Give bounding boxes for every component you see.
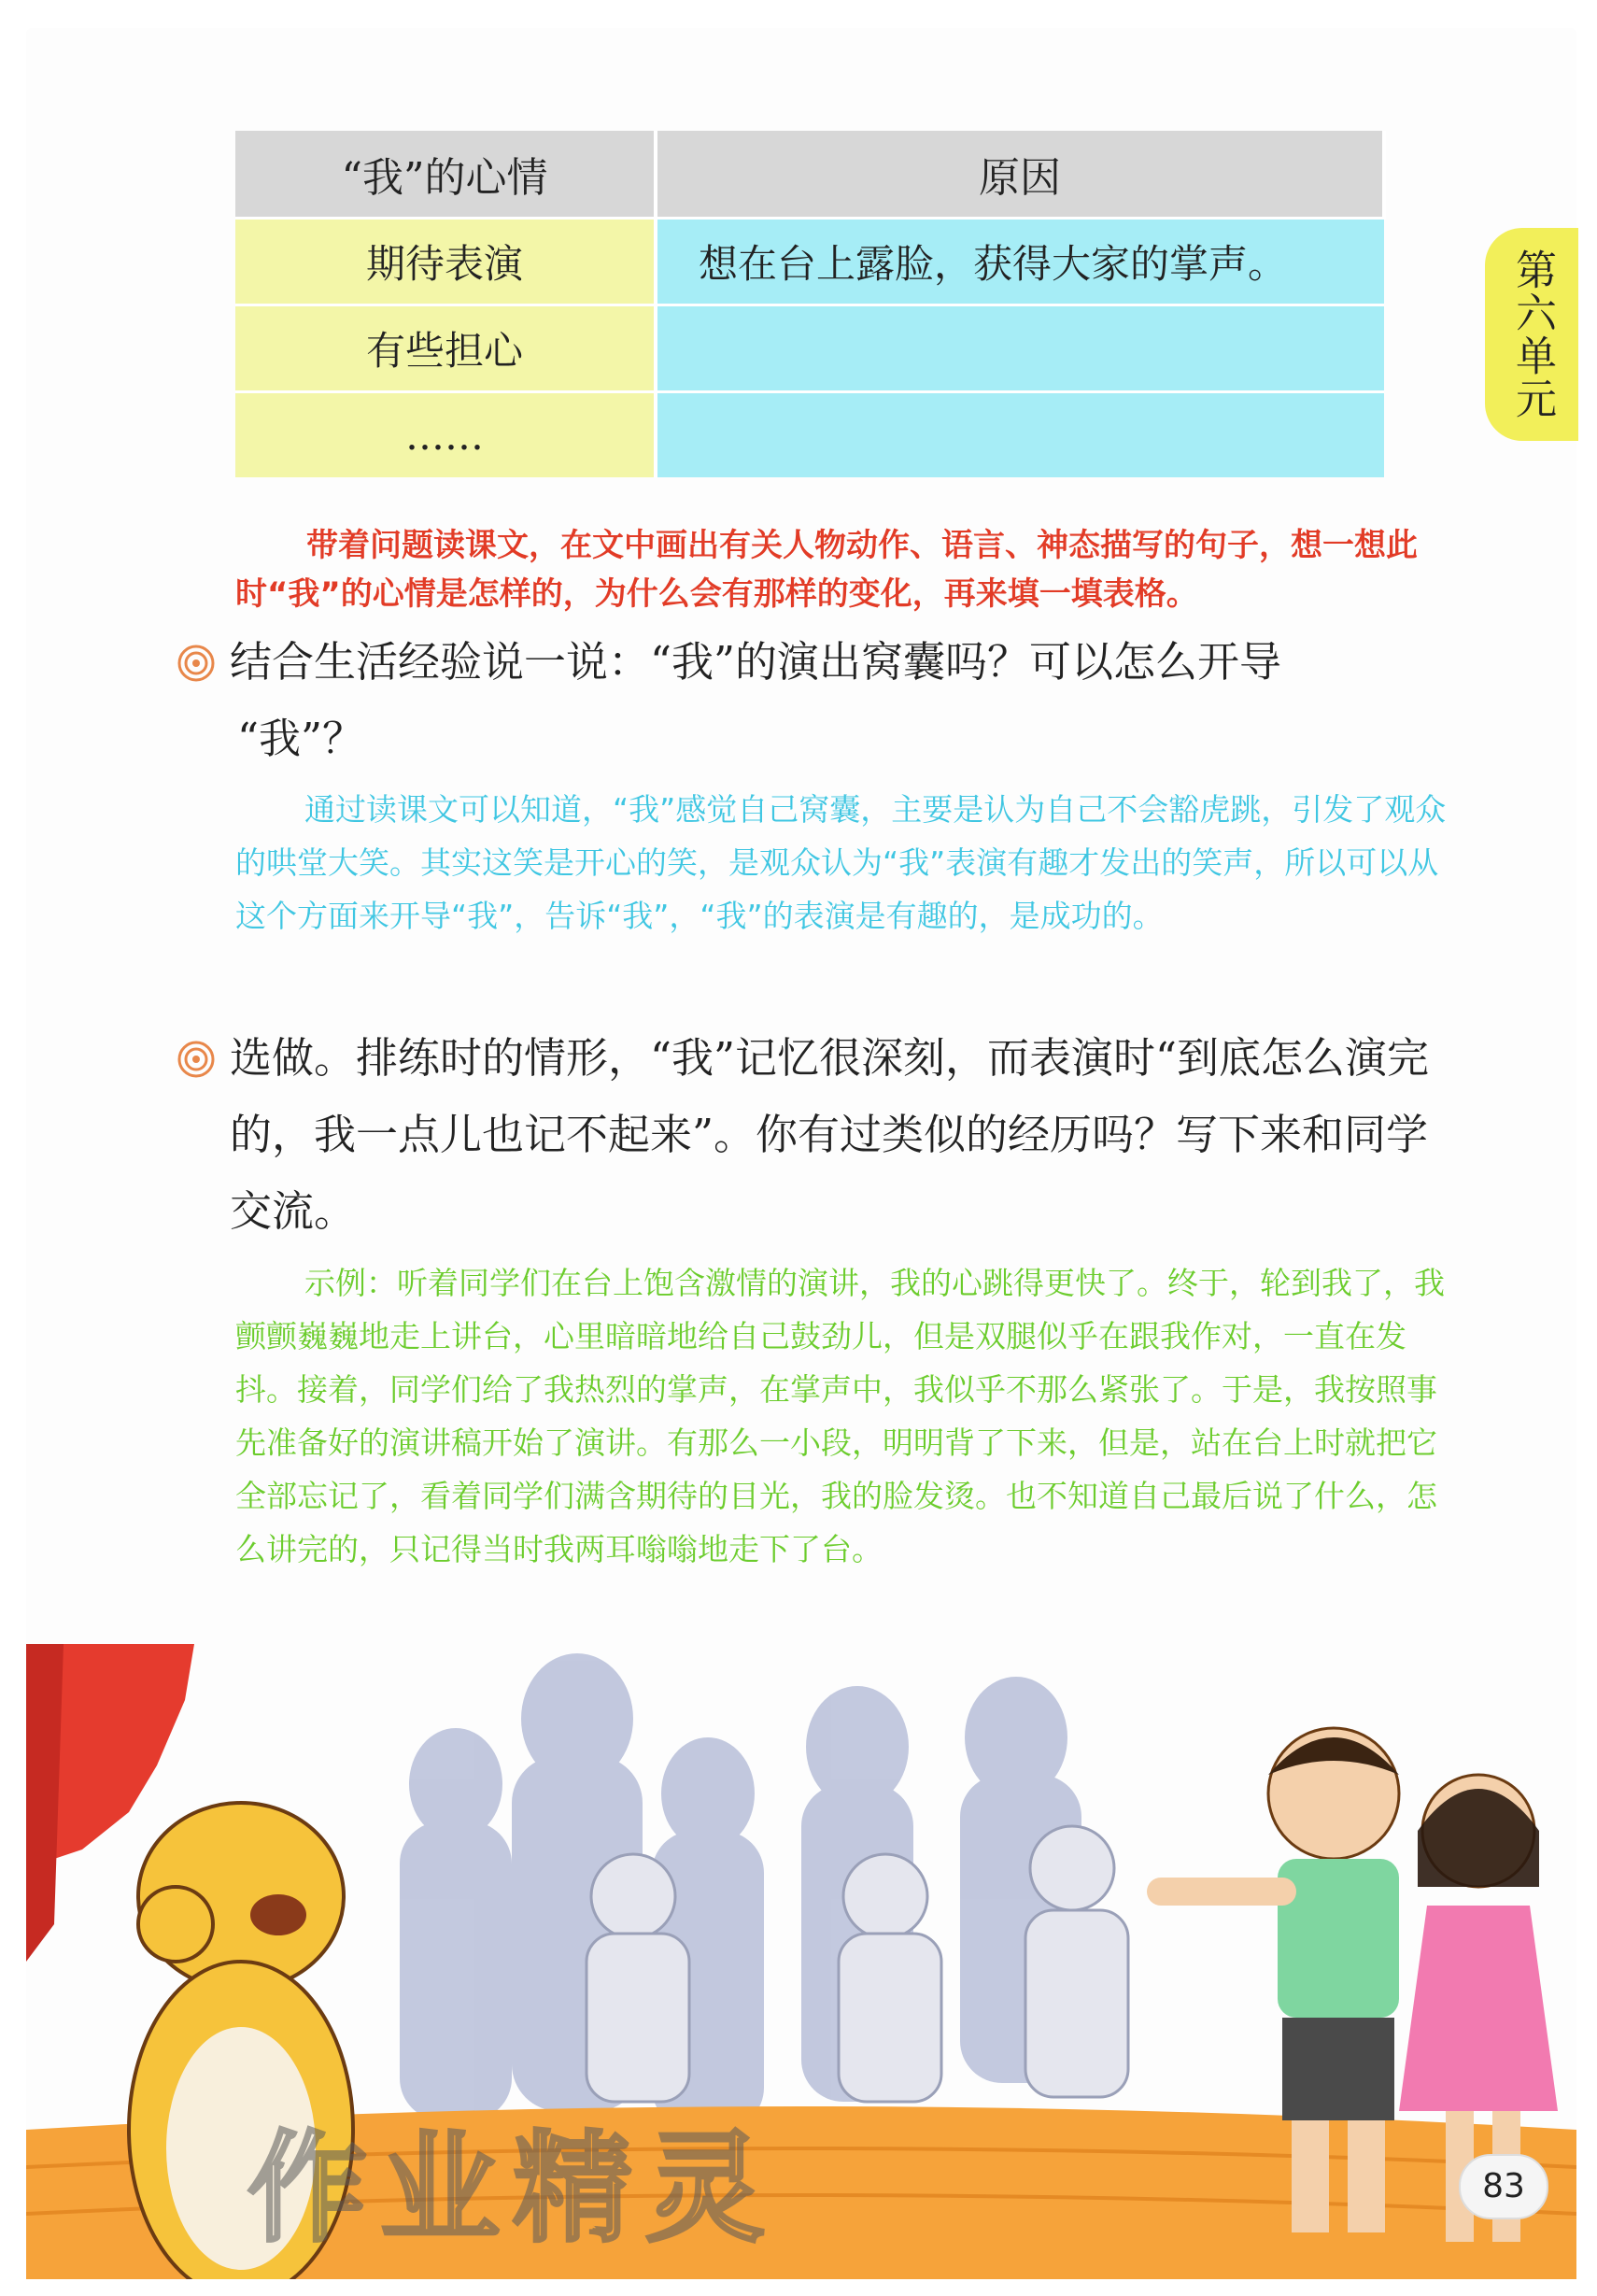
table-row [235,392,1384,478]
table-header-mood: “我”的心情 [235,131,656,219]
question-1 [177,624,1457,777]
question-2 [177,1020,1457,1250]
question-1-line-1: 结合生活经验说一说：“我”的演出窝囊吗？可以怎么开导 [230,637,1282,687]
table-row [235,219,1384,305]
spiral-bullet-icon [177,1041,215,1078]
table-header-reason: 原因 [656,131,1384,219]
table-row [235,305,1384,392]
answer-2: 示例：听着同学们在台上饱含激情的演讲，我的心跳得更快了。终于，轮到我了，我颤颤巍巍地走上讲台，心里暗暗地给自己鼓劲儿，但是双腿似乎在跟我作对，一直在发抖。接着，同学们给了我热烈的掌声，在掌声中，我似乎不那么紧张了。于是，我按照事先准备好的演讲稿开始了演讲。有那么一小段，明明背了下来，但是，站在台上时就把它全部忘记了，看着同学们满含期待的目光，我的脸发烫。也不知道自己最后说了什么，怎么讲完的，只记得当时我两耳嗡嗡地走下了台。 [235,1265,1445,1567]
unit-side-tab: 第六单元 [1485,228,1578,441]
curtain-fold [26,1644,64,1962]
audience-silhouettes [400,1653,1081,2130]
question-2-text: 选做。排练时的情形，“我”记忆很深刻，而表演时“到底怎么演完的，我一点儿也记不起来”。你有过类似的经历吗？写下来和同学交流。 [230,1033,1430,1236]
mood-table [235,131,1386,477]
spiral-bullet-icon [177,645,215,682]
table-cell-reason: 想在台上露脸，获得大家的掌声。 [656,219,1384,305]
table-cell-mood: 有些担心 [235,305,656,392]
table-cell-mood: 期待表演 [235,219,656,305]
table-cell-reason [656,392,1384,478]
watermark: 作业精灵 [247,2119,779,2259]
table-cell-reason [656,305,1384,392]
table-header-row [235,131,1384,219]
question-1-line-2: “我”？ [237,714,365,763]
answer-1: 通过读课文可以知道，“我”感觉自己窝囊，主要是认为自己不会豁虎跳，引发了观众的哄堂大笑。其实这笑是开心的笑，是观众认为“我”表演有趣才发出的笑声，所以可以从这个方面来开导“我”，告诉“我”，“我”的表演是有趣的，是成功的。 [235,791,1447,934]
table-cell-mood: …… [235,392,656,478]
page-number: 83 [1459,2154,1548,2219]
instruction-note: 带着问题读课文，在文中画出有关人物动作、语言、神态描写的句子，想一想此时“我”的心情是怎样的，为什么会有那样的变化，再来填一填表格。 [235,527,1418,613]
